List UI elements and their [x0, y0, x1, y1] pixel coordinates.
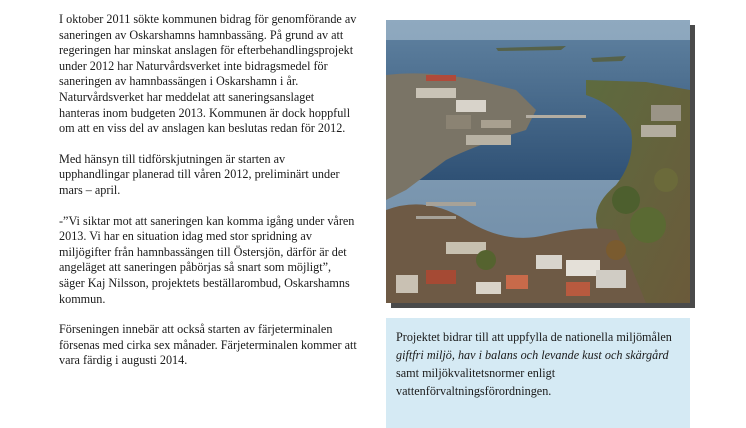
paragraph-1: I oktober 2011 sökte kommunen bidrag för genomförande av saneringen av Oskarshamns hamnbassäng. På grund av att regeringen har minskat anslagen för efterbehandlingsprojekt under 2012 har Naturvårdsverket inte bidragsmedel för saneringen av hamnbassängen i Oskarshamn i år. Naturvårdsverket har meddelat att saneringsanslaget hanteras inom budgeten 2013. Kommunen är dock hoppfull om att en viss del av anslagen kan beslutas redan för 2012. — [59, 12, 357, 136]
photo-caption — [386, 318, 690, 428]
paragraph-3: -”Vi siktar mot att saneringen kan komma igång under våren 2013. Vi har en situation idag med stor spridning av miljögifter från hamnbassängen till Östersjön, därför är det angeläget att saneringen påbörjas så snart som möjligt”, säger Kaj Nilsson, projektets beställarombud, Oskarshamns kommun. — [59, 213, 355, 306]
caption-text: Projektet bidrar till att uppfylla de nationella miljömålen — [396, 330, 672, 344]
caption-text-end: samt miljökvalitetsnormer enligt vattenförvaltningsförordningen. — [396, 366, 556, 398]
paragraph-4: Förseningen innebär att också starten av färjeterminalen försenas med cirka sex månader. Färjeterminalen kommer att vara färdig i augusti 2014. — [59, 322, 357, 368]
article-text-column — [59, 12, 357, 384]
paragraph-2: Med hänsyn till tidförskjutningen är starten av upphandlingar planerad till våren 2012, preliminärt under mars – april. — [59, 151, 340, 197]
harbor-photo — [386, 20, 690, 303]
aerial-harbor-photo-icon — [386, 20, 690, 303]
caption-italic-text: giftfri miljö, hav i balans och levande kust och skärgård — [396, 348, 669, 362]
